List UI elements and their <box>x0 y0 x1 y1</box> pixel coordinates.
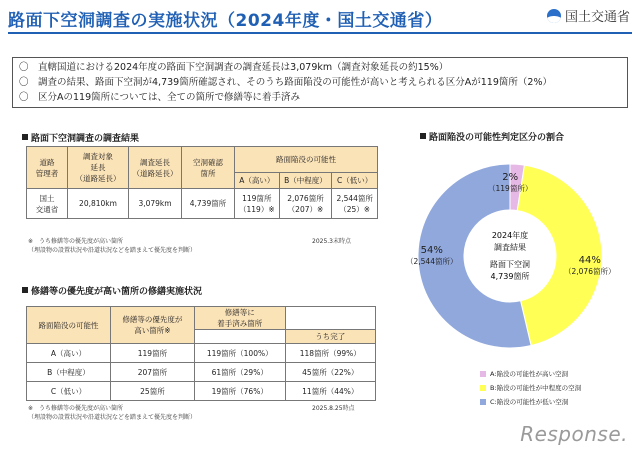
legend-swatch-a <box>480 371 486 377</box>
header-c: C（低い） <box>332 173 378 189</box>
slice-a-count: （119箇所） <box>488 184 533 193</box>
cell-b: 2,076箇所 （207）※ <box>279 189 332 219</box>
summary-box <box>12 57 628 108</box>
header-b: B（中程度） <box>279 173 332 189</box>
center-text-line: 路面下空洞 <box>490 260 530 269</box>
slice-b-count: （2,076箇所） <box>564 267 616 276</box>
slice-label-b <box>564 255 615 277</box>
table2-date: 2025.8.25時点 <box>312 405 355 412</box>
legend-item: C:陥没の可能性が低い空洞 <box>480 395 581 409</box>
row-priority: 207箇所 <box>110 363 194 382</box>
table1-date: 2025.3末時点 <box>312 238 351 245</box>
legend-item: A:陥没の可能性が高い空洞 <box>480 367 581 381</box>
header-manager: 道路 管理者 <box>27 147 68 189</box>
ministry-name: 国土交通省 <box>564 10 630 25</box>
header-collapse-possibility: 路面陥没の可能性 <box>235 147 378 173</box>
cell-c: 2,544箇所 （25）※ <box>332 189 378 219</box>
header-blank <box>285 307 375 330</box>
legend-swatch-c <box>480 399 486 405</box>
table2-section-title: 修繕等の優先度が高い箇所の修繕実施状況 <box>22 284 202 297</box>
ministry-logo-icon <box>547 9 561 23</box>
repair-status-table <box>26 306 376 401</box>
legend-swatch-b <box>480 385 486 391</box>
cell-manager: 国土 交通省 <box>27 189 68 219</box>
summary-line: 〇 調査の結果、路面下空洞が4,739箇所確認され、そのうち路面陥没の可能性が高いと考えられる区分Aが119箇所（2%） <box>19 77 552 88</box>
slice-label-a <box>488 172 532 194</box>
cell-target-length: 20,810km <box>68 189 129 219</box>
center-text-line: 調査結果 <box>494 243 526 252</box>
slice-a-percent: 2% <box>502 172 519 183</box>
slice-b-percent: 44% <box>578 255 601 266</box>
chart-title: 路面陥没の可能性判定区分の割合 <box>420 130 564 143</box>
header-survey-length: 調査延長 （道路延長） <box>129 147 182 189</box>
center-text-line: 2024年度 <box>491 231 529 240</box>
ministry-logo <box>547 6 630 25</box>
slice-label-c <box>406 245 457 267</box>
cell-survey-length: 3,079km <box>129 189 182 219</box>
header-priority: 修繕等の優先度が 高い箇所※ <box>110 307 194 344</box>
center-text-line: 4,739箇所 <box>490 272 530 281</box>
table1-notes <box>28 237 196 255</box>
page-title: 路面下空洞調査の実施状況（2024年度・国土交通省） <box>8 11 443 31</box>
legend-item: B:陥没の可能性が中程度の空洞 <box>480 381 581 395</box>
header-cavities: 空洞確認 箇所 <box>182 147 235 189</box>
response-watermark: Response. <box>520 422 628 446</box>
row-done: 118箇所（99%） <box>285 344 375 363</box>
header-done: うち完了 <box>285 330 375 344</box>
row-done: 45箇所（22%） <box>285 363 375 382</box>
note-line: （埋設物の設置状況や沿道状況などを踏まえて優先度を判断） <box>28 247 197 254</box>
row-started: 119箇所（100%） <box>194 344 285 363</box>
row-started: 61箇所（29%） <box>194 363 285 382</box>
chart-legend <box>480 367 581 409</box>
note-line: ※ うち修繕等の優先度が高い箇所 <box>28 238 124 245</box>
slice-c-count: （2,544箇所） <box>406 257 458 266</box>
slice-c-percent: 54% <box>420 245 443 256</box>
bullet-square-icon <box>420 133 426 139</box>
note-line: ※ うち修繕等の優先度が高い箇所 <box>28 405 124 412</box>
row-label: B（中程度） <box>27 363 111 382</box>
row-label: A（高い） <box>27 344 111 363</box>
row-label: C（低い） <box>27 382 111 401</box>
title-divider <box>8 32 632 34</box>
summary-line: 〇 区分Aの119箇所については、全ての箇所で修繕等に着手済み <box>19 92 300 103</box>
table2-notes <box>28 404 196 422</box>
row-started: 19箇所（76%） <box>194 382 285 401</box>
header-possibility: 路面陥没の可能性 <box>27 307 111 344</box>
header-blank <box>194 330 285 344</box>
cell-a: 119箇所 （119）※ <box>235 189 280 219</box>
row-done: 11箇所（44%） <box>285 382 375 401</box>
row-priority: 25箇所 <box>110 382 194 401</box>
survey-results-table <box>26 146 378 219</box>
header-target-length: 調査対象 延長 （道路延長） <box>68 147 129 189</box>
bullet-square-icon <box>22 287 28 293</box>
bullet-square-icon <box>22 134 28 140</box>
summary-line: 〇 直轄国道における2024年度の路面下空洞調査の調査延長は3,079km（調査対象延長の約15%） <box>19 62 449 73</box>
header-a: A（高い） <box>235 173 280 189</box>
header-started: 修繕等に 着手済み箇所 <box>194 307 285 330</box>
cell-cavities: 4,739箇所 <box>182 189 235 219</box>
table1-section-title: 路面下空洞調査の調査結果 <box>22 131 139 144</box>
note-line: （埋設物の設置状況や沿道状況などを踏まえて優先度を判断） <box>28 414 197 421</box>
row-priority: 119箇所 <box>110 344 194 363</box>
